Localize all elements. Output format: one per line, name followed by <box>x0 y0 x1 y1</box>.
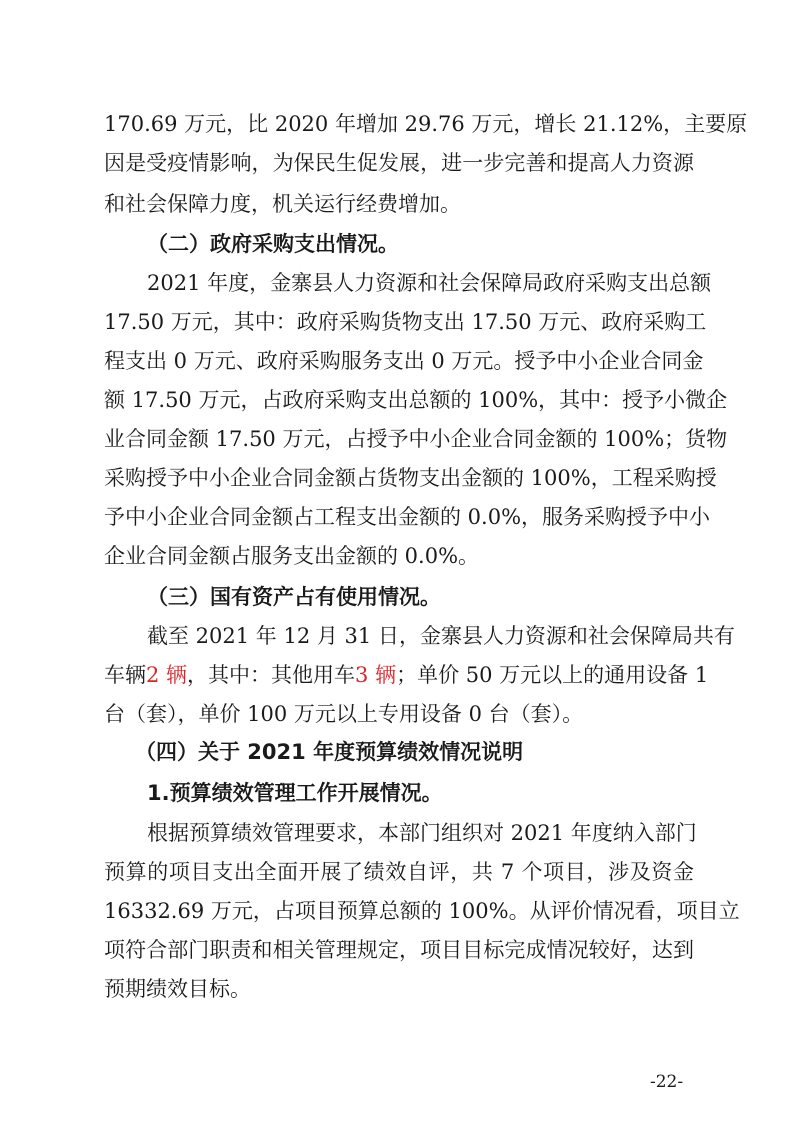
paragraph-line: 采购授予中小企业合同金额占货物支出金额的 100%，工程采购授 <box>104 466 717 490</box>
paragraph-line: 16332.69 万元，占项目预算总额的 100%。从评价情况看，项目立 <box>104 899 740 923</box>
paragraph-line: 根据预算绩效管理要求，本部门组织对 2021 年度纳入部门 <box>147 821 697 845</box>
text-run: ，其中：其他用车 <box>187 663 356 687</box>
page-number: -22- <box>650 1072 684 1092</box>
paragraph-line: 额 17.50 万元，占政府采购支出总额的 100%，其中：授予小微企 <box>104 388 728 412</box>
paragraph-line: 预算的项目支出全面开展了绩效自评，共 7 个项目，涉及资金 <box>104 860 694 884</box>
paragraph-line: 予中小企业合同金额占工程支出金额的 0.0%，服务采购授予中小 <box>104 505 711 529</box>
paragraph-line: 台（套），单价 100 万元以上专用设备 0 台（套）。 <box>104 702 584 726</box>
text-run: ；单价 50 万元以上的通用设备 1 <box>396 663 709 687</box>
text-run: 车辆 <box>104 663 146 687</box>
paragraph-line: 企业合同金额占服务支出金额的 0.0%。 <box>104 544 480 568</box>
highlighted-other-vehicle-count: 3 辆 <box>355 663 397 687</box>
paragraph-line: 预期绩效目标。 <box>104 977 251 1001</box>
paragraph-line: 17.50 万元，其中：政府采购货物支出 17.50 万元、政府采购工 <box>104 310 707 334</box>
paragraph-line: 项符合部门职责和相关管理规定，项目目标完成情况较好，达到 <box>104 938 694 962</box>
section-heading-procurement: （二）政府采购支出情况。 <box>147 232 399 256</box>
paragraph-line: 截至 2021 年 12 月 31 日，金寨县人力资源和社会保障局共有 <box>147 624 735 648</box>
paragraph-line-vehicles <box>104 656 709 694</box>
highlighted-vehicle-count: 2 辆 <box>146 663 188 687</box>
paragraph-line: 170.69 万元，比 2020 年增加 29.76 万元，增长 21.12%，主要原 <box>104 112 748 136</box>
section-heading-performance: （四）关于 2021 年度预算绩效情况说明 <box>135 740 524 764</box>
subsection-heading: 1.预算绩效管理工作开展情况。 <box>147 781 443 805</box>
paragraph-line: 因是受疫情影响，为保民生促发展，进一步完善和提高人力资源 <box>104 151 694 175</box>
paragraph-line: 和社会保障力度，机关运行经费增加。 <box>104 192 461 216</box>
section-heading-assets: （三）国有资产占有使用情况。 <box>147 585 441 609</box>
paragraph-line: 程支出 0 万元、政府采购服务支出 0 万元。授予中小企业合同金 <box>104 349 704 373</box>
paragraph-line: 2021 年度，金寨县人力资源和社会保障局政府采购支出总额 <box>147 271 712 295</box>
paragraph-line: 业合同金额 17.50 万元，占授予中小企业合同金额的 100%；货物 <box>104 427 728 451</box>
